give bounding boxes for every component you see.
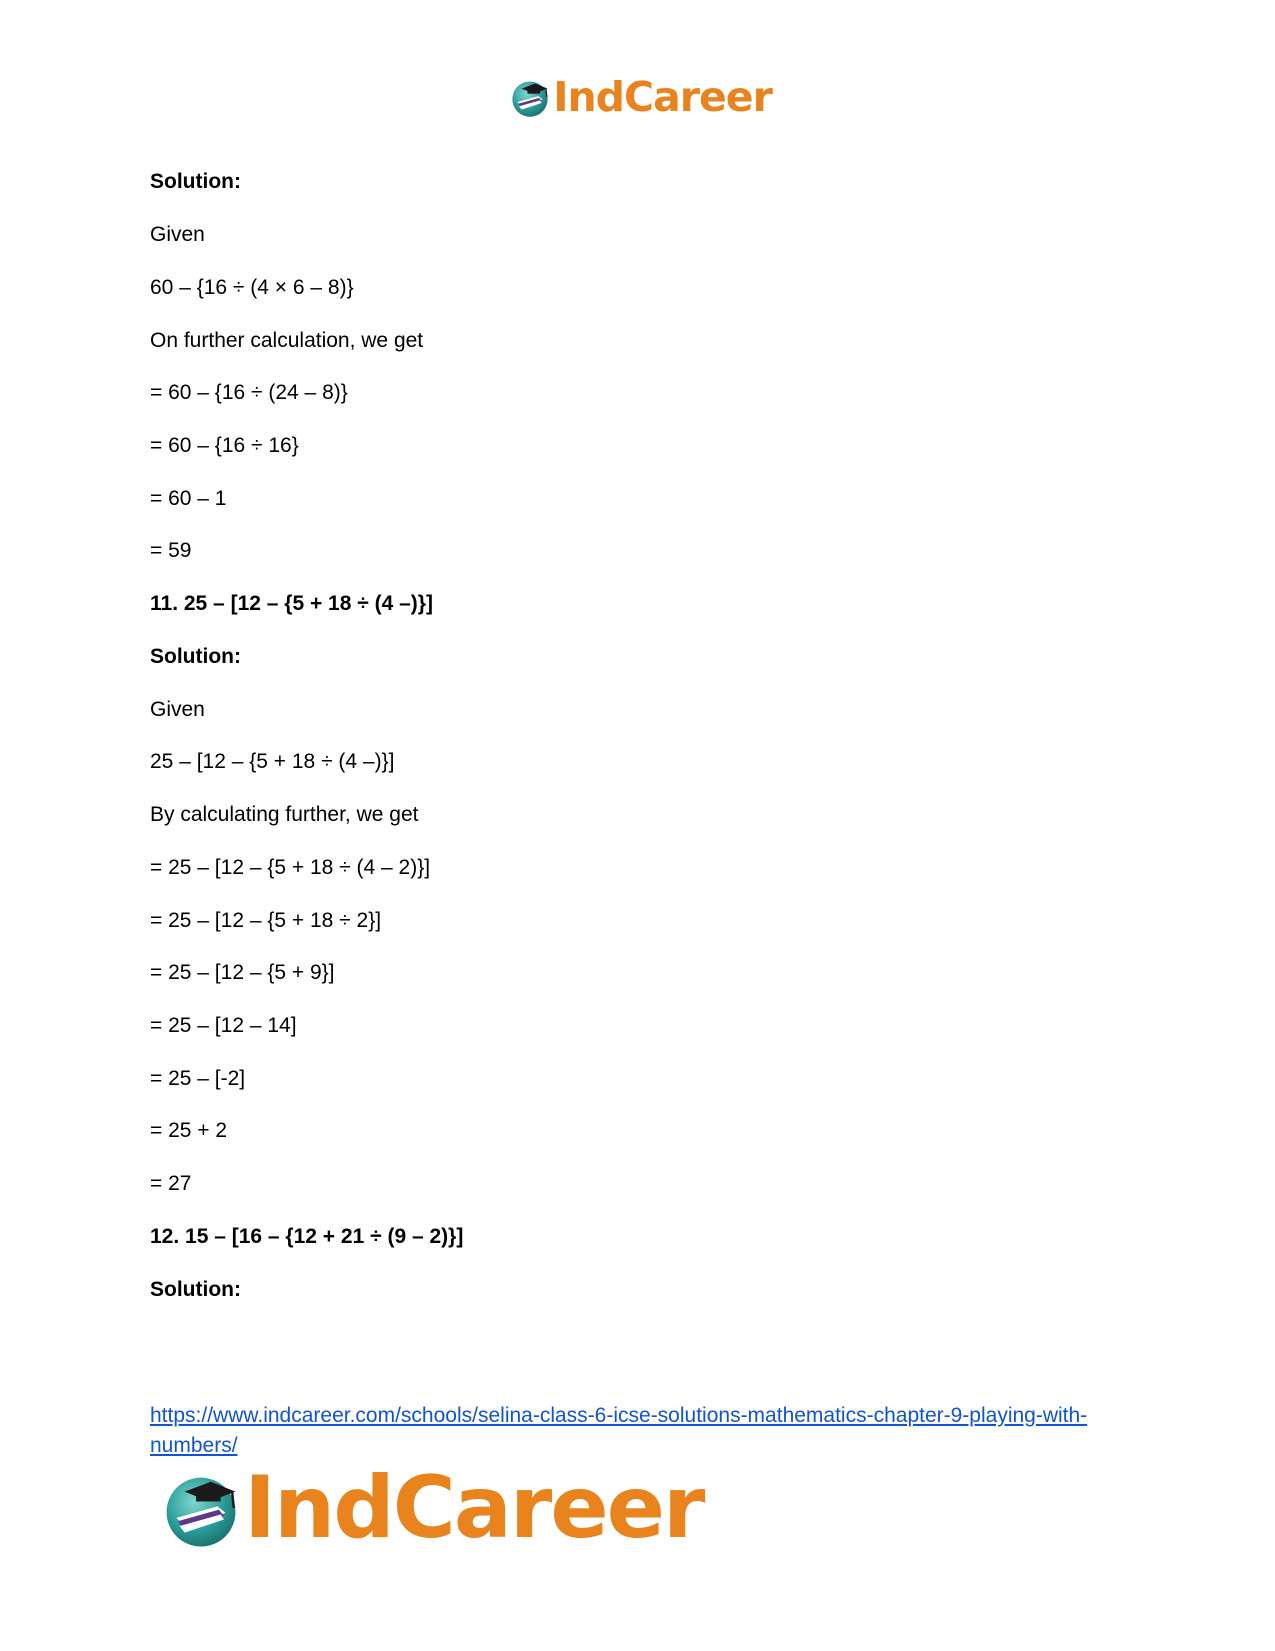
math-line: = 60 – 1 — [150, 487, 227, 510]
text-line: Given — [150, 223, 205, 246]
text-line: On further calculation, we get — [150, 329, 424, 352]
solution-heading: Solution: — [150, 645, 241, 668]
math-line: = 60 – {16 ÷ 16} — [150, 434, 299, 457]
math-line: = 59 — [150, 539, 192, 562]
header-logo — [0, 72, 1275, 121]
solution-heading: Solution: — [150, 1278, 241, 1301]
math-line: 25 – [12 – {5 + 18 ÷ (4 –)}] — [150, 750, 395, 773]
math-line: = 25 – [12 – {5 + 18 ÷ (4 – 2)}] — [150, 856, 431, 879]
text-line: Given — [150, 698, 205, 721]
math-line: 60 – {16 ÷ (4 × 6 – 8)} — [150, 276, 354, 299]
text-line: By calculating further, we get — [150, 803, 419, 826]
source-link[interactable]: https://www.indcareer.com/schools/selina-class-6-icse-solutions-mathematics-chapter-9-playing-with-numbers/ — [150, 1404, 1088, 1457]
footer-logo-text: IndCareer — [244, 1458, 704, 1558]
math-line: = 25 – [12 – {5 + 18 ÷ 2}] — [150, 909, 382, 932]
math-line: = 25 + 2 — [150, 1119, 228, 1142]
question-heading: 12. 15 – [16 – {12 + 21 ÷ (9 – 2)}] — [150, 1225, 464, 1248]
math-line: = 60 – {16 ÷ (24 – 8)} — [150, 381, 348, 404]
footer-logo — [160, 1458, 704, 1558]
globe-book-icon — [509, 76, 551, 118]
solution-heading: Solution: — [150, 170, 241, 193]
header-logo-text: IndCareer — [553, 72, 772, 121]
math-line: = 25 – [12 – {5 + 9}] — [150, 961, 335, 984]
globe-book-icon — [160, 1467, 242, 1549]
math-line: = 25 – [-2] — [150, 1067, 246, 1090]
math-line: = 27 — [150, 1172, 192, 1195]
math-line: = 25 – [12 – 14] — [150, 1014, 297, 1037]
question-heading: 11. 25 – [12 – {5 + 18 ÷ (4 –)}] — [150, 592, 433, 615]
